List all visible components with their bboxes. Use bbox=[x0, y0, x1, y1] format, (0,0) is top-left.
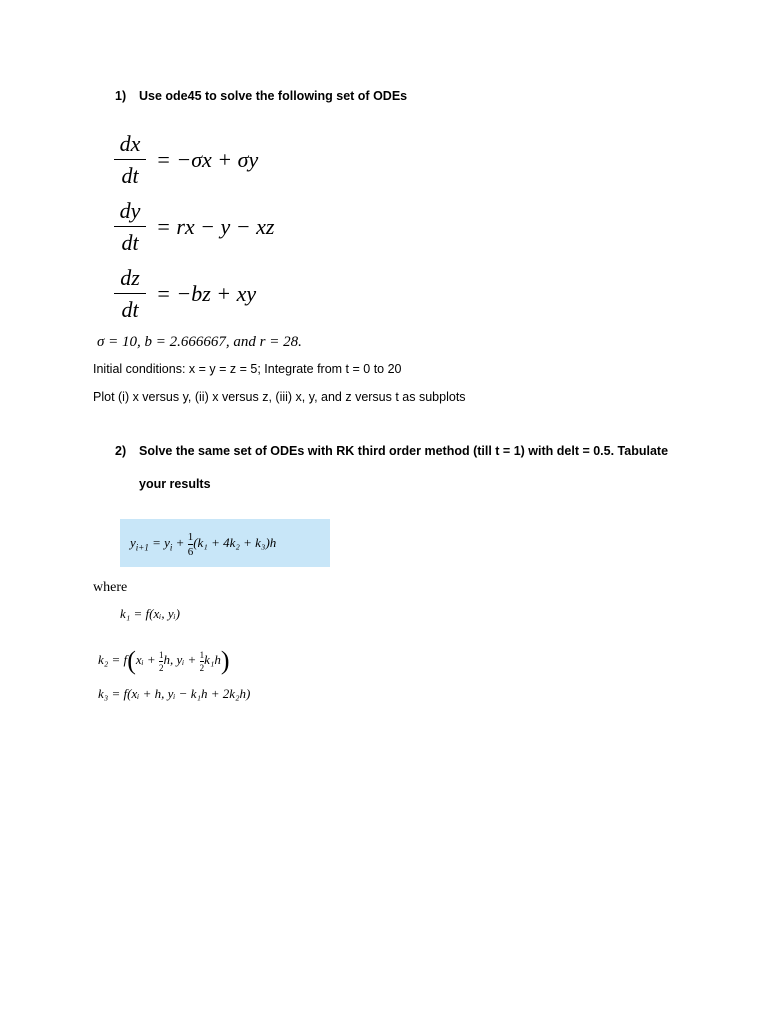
formula-lhs-subscript: i+1 bbox=[135, 542, 149, 553]
k1-equation: k₁ = f(xᵢ, yᵢ) bbox=[120, 606, 180, 621]
k2-term-b: h, yᵢ + bbox=[163, 652, 200, 667]
equation-2-denominator: dt bbox=[121, 230, 139, 255]
q2-title-line2: your results bbox=[139, 477, 211, 491]
q2-title-line1: Solve the same set of ODEs with RK third order method (till t = 1) with delt = 0.5. Tabulate bbox=[139, 444, 669, 458]
initial-conditions: Initial conditions: x = y = z = 5; Integrate from t = 0 to 20 bbox=[93, 362, 402, 376]
equation-2-rhs: = rx − y − xz bbox=[156, 214, 275, 239]
equation-3-numerator: dz bbox=[120, 265, 140, 290]
formula-rest: (k₁ + 4k₂ + k₃)h bbox=[193, 535, 277, 550]
equation-1-fraction bbox=[114, 131, 146, 189]
k2-close-paren: ) bbox=[220, 646, 230, 676]
equation-1-numerator: dx bbox=[119, 131, 141, 156]
q1-title: Use ode45 to solve the following set of ODEs bbox=[139, 89, 408, 103]
equation-1-rhs: = −σx + σy bbox=[156, 147, 259, 172]
rk3-formula bbox=[130, 523, 276, 568]
k2-equation bbox=[98, 642, 230, 679]
k3-equation: k₃ = f(xᵢ + h, yᵢ − k₁h + 2k₂h) bbox=[98, 686, 251, 701]
formula-lhs: y bbox=[130, 535, 136, 550]
equation-3-denominator: dt bbox=[121, 297, 139, 322]
where-label: where bbox=[93, 580, 128, 595]
formula-mid-subscript: i bbox=[169, 542, 173, 553]
k2-term-c: k₁h bbox=[204, 652, 221, 667]
equation-3-rhs: = −bz + xy bbox=[156, 281, 257, 306]
equation-3-fraction bbox=[114, 265, 146, 323]
q1-number: 1) bbox=[115, 89, 127, 103]
k2-term-a: xᵢ + bbox=[135, 652, 159, 667]
k2-half-2: $\frac{1}{2}$ bbox=[199, 649, 205, 673]
equation-2-fraction bbox=[114, 198, 146, 256]
formula-mid: = y bbox=[148, 535, 170, 550]
k2-lhs: k₂ = f bbox=[98, 652, 128, 667]
q2-number: 2) bbox=[115, 444, 127, 458]
equation-1-denominator: dt bbox=[121, 163, 139, 188]
one-sixth-fraction: $\frac{1}{6}$ bbox=[187, 530, 194, 558]
formula-plus: + bbox=[172, 535, 188, 550]
plot-instructions: Plot (i) x versus y, (ii) x versus z, (iii) x, y, and z versus t as subplots bbox=[93, 390, 466, 404]
k2-open-paren: ( bbox=[127, 646, 136, 676]
k2-half-1: $\frac{1}{2}$ bbox=[158, 649, 164, 673]
parameters: σ = 10, b = 2.666667, and r = 28. bbox=[97, 334, 302, 350]
equation-2-numerator: dy bbox=[119, 198, 141, 223]
